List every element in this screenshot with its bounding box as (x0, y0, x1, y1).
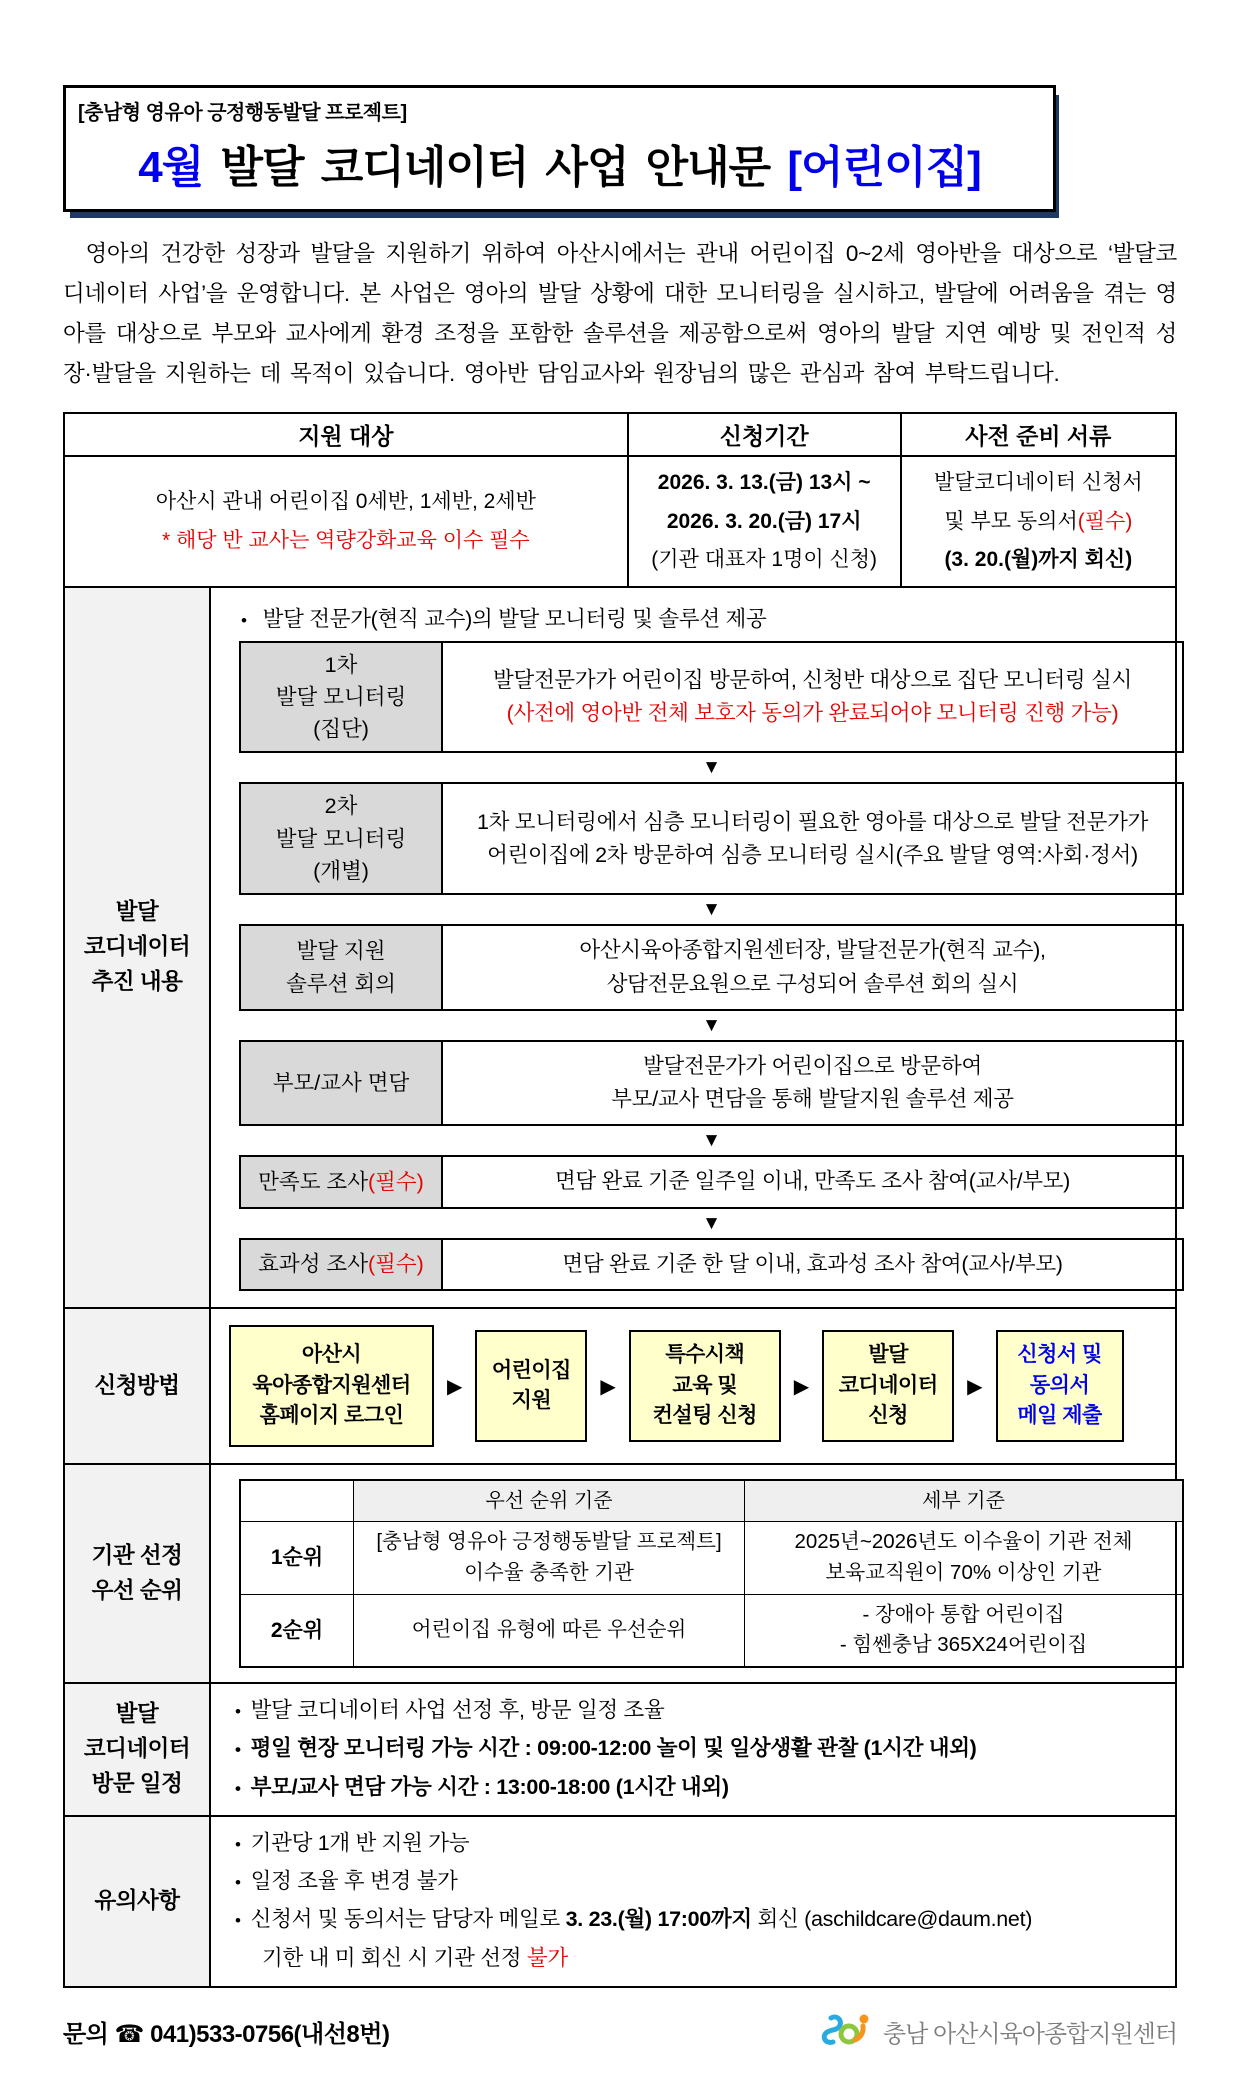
process-step-6 (239, 1238, 1184, 1291)
title-target: [어린이집] (787, 143, 981, 192)
process-step-2-label: 2차 발달 모니터링 (개별) (241, 784, 443, 893)
support-docs-cell (900, 457, 1175, 586)
support-period-cell (627, 457, 900, 586)
support-header-target: 지원 대상 (298, 423, 394, 450)
down-arrow-icon: ▼ (702, 757, 721, 779)
apply-step-login: 아산시 육아종합지원센터 홈페이지 로그인 (229, 1325, 434, 1447)
right-arrow-icon: ▶ (447, 1375, 463, 1398)
priority-header-criteria: 우선 순위 기준 (353, 1481, 744, 1521)
visit-section (65, 1682, 1175, 1815)
visit-content (211, 1684, 1175, 1815)
support-period-start: 2026. 3. 13.(금) 13시 ~ (657, 471, 871, 495)
process-step-2-desc: 1차 모니터링에서 심층 모니터링이 필요한 영아를 대상으로 발달 전문가가 어린이집에 2차 방문하여 심층 모니터링 실시(주요 발달 영역:사회·정서) (476, 809, 1149, 867)
apply-step-coordinator: 발달 코디네이터 신청 (822, 1330, 954, 1442)
priority-section (65, 1463, 1175, 1682)
priority-rank-2: 2순위 (241, 1594, 353, 1667)
org-logo (819, 2008, 1177, 2055)
apply-section-label: 신청방법 (65, 1309, 211, 1463)
support-docs-line2: 및 부모 동의서(필수) (944, 509, 1133, 533)
contact-phone: 문의 ☎ 041)533-0756(내선8번) (63, 2020, 390, 2048)
apply-step-submit-mail: 신청서 및 동의서 메일 제출 (996, 1330, 1124, 1442)
process-step-4-label: 부모/교사 면담 (241, 1042, 443, 1125)
support-period-note: (기관 대표자 1명이 신청) (651, 548, 878, 572)
center-logo-icon (819, 2008, 875, 2055)
priority-content (211, 1465, 1196, 1682)
visit-bullet-1: • 발달 코디네이터 사업 선정 후, 방문 일정 조율 (235, 1698, 665, 1723)
process-step-5-desc: 면담 완료 기준 일주일 이내, 만족도 조사 참여(교사/부모) (554, 1169, 1071, 1194)
down-arrow-icon: ▼ (702, 1014, 721, 1036)
support-body-row (65, 455, 1175, 586)
priority-section-label: 기관 선정 우선 순위 (65, 1465, 211, 1682)
process-step-1-desc: 발달전문가가 어린이집 방문하여, 신청반 대상으로 집단 모니터링 실시 (사전에 영아반 전체 보호자 동의가 완료되어야 모니터링 진행 가능) (443, 643, 1182, 752)
process-overview-bullet: • 발달 전문가(현직 교수)의 발달 모니터링 및 솔루션 제공 (241, 606, 767, 631)
process-section-label: 발달 코디네이터 추진 내용 (65, 588, 211, 1307)
right-arrow-icon: ▶ (967, 1375, 983, 1398)
support-header-row (65, 414, 1175, 455)
process-step-3-label: 발달 지원 솔루션 회의 (241, 926, 443, 1009)
process-step-2 (239, 782, 1184, 895)
process-step-1-warning: (사전에 영아반 전체 보호자 동의가 완료되어야 모니터링 진행 가능) (506, 701, 1119, 726)
required-flag: (필수) (367, 1252, 424, 1277)
bullet-icon: • (235, 1911, 241, 1931)
process-step-4 (239, 1040, 1184, 1127)
process-step-5 (239, 1155, 1184, 1208)
bullet-icon: • (241, 610, 247, 630)
process-step-5-label: 만족도 조사(필수) (241, 1157, 443, 1206)
down-arrow-icon: ▼ (702, 899, 721, 921)
docs-required-flag: (필수) (1077, 509, 1133, 533)
priority-header-empty (241, 1481, 353, 1521)
support-period-end: 2026. 3. 20.(금) 17시 (666, 509, 862, 533)
notes-bullet-3: • 신청서 및 동의서는 담당자 메일로 3. 23.(월) 17:00까지 회신 (aschildcare@daum.net) (235, 1907, 1033, 1932)
priority-detail-2: - 장애아 통합 어린이집 - 힘쎈충남 365X24어린이집 (744, 1594, 1182, 1667)
bullet-icon: • (235, 1740, 241, 1760)
priority-rank-1: 1순위 (241, 1521, 353, 1594)
right-arrow-icon: ▶ (600, 1375, 616, 1398)
notes-bullet-4: 기한 내 미 회신 시 기관 선정 불가 (262, 1945, 568, 1970)
apply-step-childcare-support: 어린이집 지원 (475, 1330, 587, 1442)
support-target-note: * 해당 반 교사는 역량강화교육 이수 필수 (161, 528, 530, 552)
priority-table (239, 1479, 1184, 1668)
notes-section-label: 유의사항 (65, 1817, 211, 1986)
support-docs-deadline: (3. 20.(월)까지 회신) (944, 548, 1133, 572)
support-target-cell (65, 457, 627, 586)
support-header-docs: 사전 준비 서류 (900, 414, 1175, 455)
apply-step-consulting: 특수시책 교육 및 컨설팅 신청 (629, 1330, 781, 1442)
title-main: 발달 코디네이터 사업 안내문 (203, 143, 788, 192)
footer (63, 2008, 1177, 2055)
down-arrow-icon: ▼ (702, 1130, 721, 1152)
notes-bullet-2: • 일정 조율 후 변경 불가 (235, 1869, 458, 1894)
support-docs-line1: 발달코디네이터 신청서 (933, 471, 1143, 495)
process-step-3 (239, 924, 1184, 1011)
bullet-icon: • (235, 1702, 241, 1722)
bullet-icon: • (235, 1873, 241, 1893)
visit-section-label: 발달 코디네이터 방문 일정 (65, 1684, 211, 1815)
visit-bullet-2: • 평일 현장 모니터링 가능 시간 : 09:00-12:00 놀이 및 일상생활 관찰 (1시간 내외) (235, 1736, 977, 1761)
priority-detail-1: 2025년~2026년도 이수율이 기관 전체 보육교직원이 70% 이상인 기관 (744, 1521, 1182, 1594)
support-target-line1: 아산시 관내 어린이집 0세반, 1세반, 2세반 (155, 490, 536, 514)
bullet-icon: • (235, 1834, 241, 1854)
title-box (63, 85, 1056, 212)
notes-content (211, 1817, 1175, 1986)
notes-section (65, 1815, 1175, 1986)
bullet-icon: • (235, 1778, 241, 1798)
apply-flow (211, 1309, 1175, 1463)
page-title (78, 131, 1041, 195)
process-step-4-desc: 발달전문가가 어린이집으로 방문하여 부모/교사 면담을 통해 발달지원 솔루션 제공 (611, 1053, 1014, 1112)
apply-section (65, 1307, 1175, 1463)
org-name: 충남 아산시육아종합지원센터 (882, 2020, 1177, 2048)
right-arrow-icon: ▶ (793, 1375, 810, 1398)
process-content (211, 588, 1198, 1307)
project-tag: [충남형 영유아 긍정행동발달 프로젝트] (78, 102, 407, 124)
process-step-1 (239, 641, 1184, 754)
process-step-3-desc: 아산시육아종합지원센터장, 발달전문가(현직 교수), 상담전문요원으로 구성되어 솔루션 회의 실시 (579, 938, 1046, 996)
down-arrow-icon: ▼ (702, 1212, 721, 1234)
intro-paragraph: 영아의 건강한 성장과 발달을 지원하기 위하여 아산시에서는 관내 어린이집 0~2세 영아반을 대상으로 ‘발달코디네이터 사업’을 운영합니다. 본 사업은 영아의 발달 상황에 대한 모니터링을 실시하고, 발달에 어려움을 겪는 영아를 대상으로 부모와 교사에게 환경 조정을 포함한 솔루션을 제공함으로써 영아의 발달 지연 예방 및 전인적 성장·발달을 지원하는 데 목적이 있습니다. 영아반 담임교사와 원장님의 많은 관심과 참여 부탁드립니다. (63, 241, 1177, 387)
support-header-period: 신청기간 (627, 414, 900, 455)
notes-bullet-1: • 기관당 1개 반 지원 가능 (235, 1830, 470, 1855)
title-month: 4월 (138, 143, 204, 192)
visit-bullet-3: • 부모/교사 면담 가능 시간 : 13:00-18:00 (1시간 내외) (235, 1774, 729, 1799)
required-flag: (필수) (367, 1169, 424, 1194)
process-step-6-desc: 면담 완료 기준 한 달 이내, 효과성 조사 참여(교사/부모) (562, 1251, 1063, 1276)
priority-criteria-1: [충남형 영유아 긍정행동발달 프로젝트] 이수율 충족한 기관 (353, 1521, 744, 1594)
process-step-1-label: 1차 발달 모니터링 (집단) (241, 643, 443, 752)
notes-deadline: 3. 23.(월) 17:00까지 (565, 1907, 752, 1932)
priority-header-detail: 세부 기준 (744, 1481, 1182, 1521)
priority-criteria-2: 어린이집 유형에 따른 우선순위 (353, 1594, 744, 1667)
main-table (63, 412, 1177, 1988)
notes-rejection-flag: 불가 (526, 1945, 568, 1970)
process-step-6-label: 효과성 조사(필수) (241, 1240, 443, 1289)
process-section (65, 586, 1175, 1307)
